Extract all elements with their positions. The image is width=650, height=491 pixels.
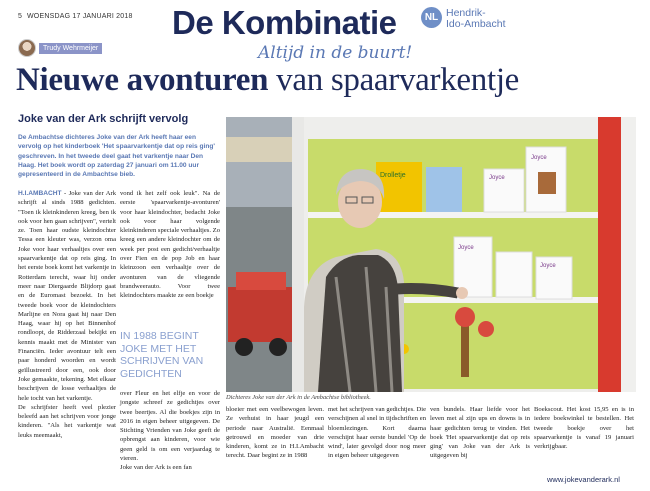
- author-avatar: [18, 39, 36, 57]
- book-cover: [426, 167, 462, 212]
- article-headline: [16, 62, 519, 99]
- book-cover: [496, 252, 532, 297]
- article-subhead: Joke van der Ark schrijft vervolg: [18, 113, 189, 125]
- region-line-2: Ido-Ambacht: [446, 18, 506, 30]
- bottom-column-4: Boekscout. Het kost 15,95 en is in iedere boekwinkel te bestellen. Het tweede boekje over het spaarvarkentje is vanaf 19 januari verkrijgbaar.: [534, 406, 634, 451]
- article-photo: [226, 117, 636, 392]
- issue-date: WOENSDAG 17 JANUARI 2018: [27, 13, 133, 20]
- author-byline: [18, 38, 102, 58]
- book-title-2: Joyce: [489, 175, 505, 181]
- book-title-5: Joyce: [540, 263, 556, 269]
- headline-rest: van spaarvarkentje: [276, 62, 520, 98]
- body-text-2b: over Fleur en het elfje en voor de jongste schreef ze gedichtjes over twee beertjes. Al die boekjes zijn in 2016 in eigen beheer uitgegeven. De Stichting Vrienden van Joke geeft de opbrengst aan kinderen, voor wie geen geld is om een verjaardag te vieren.: [120, 390, 220, 463]
- tagline: Altijd in de buurt!: [258, 43, 413, 63]
- photo-caption: Dichteres Joke van der Ark in de Ambachtse bibliotheek.: [226, 394, 371, 401]
- headline-bold: Nieuwe avonturen: [16, 62, 269, 98]
- bottom-column-2: met het schrijven van gedichtjes. Die verschijnen al snel in tijdschriften en bloemlezingen. Kort daarna verschijnt haar eerste bundel 'Op de wind', later gevolgd door nog meer in eigen beheer uitgegeven: [328, 406, 426, 460]
- body-text-1: - Joke van der Ark schrijft al sinds 1988 gedichten. "Toen ik kleinkinderen kreeg, ben ik ook voor hen gaan schrijven", vertelt ze. Toen haar oudste kleindochter Tessa een kleuter was, verzon oma Joke voor haar verhaaltjes over een spaarvarkentje dat op reis ging. In het eerste boek komt het varkentje in Rotterdam terecht, waar hij onder meer naar Diergaarde Blijdorp gaat en de Euromast bezoekt. In het tweede boek voor de kleindochters Marlijne en Nora gaat hij naar Den Haag, waar hij op het Binnenhof rondloopt, de Ridderzaal bekijkt en kennis maakt met de Minister van Financiën. Ieder avontuur telt een paar honderd woorden en wordt geïllustreerd door een, ook door Joke gemaakte, tekening. Met elkaar beschrijven de losse verhaaltjes de hele tocht van het varkentje.: [18, 190, 116, 402]
- website-link[interactable]: www.jokevanderark.nl: [547, 475, 620, 484]
- bottom-column-3: ven bundels. Haar liefde voor het leven met al zijn ups en downs is in haar gedichten terug te vinden. Het boek 'Het spaarvarkentje dat op reis ging' van Joke van der Ark is uitgegeven bij: [430, 406, 530, 460]
- bottom-column-1: bloeier met een veelbewogen leven. Ze verhuist in haar jeugd een periode naar Australië. Eenmaal getrouwd en moeder van drie kinderen, komt ze in H.I.Ambacht terecht. Daar begint ze in 1988: [226, 406, 324, 460]
- article-intro: De Ambachtse dichteres Joke van der Ark heeft haar een vervolg op het kinderboek 'Het spaarvarkentje dat op reis ging' geschreven. In het tweede deel gaat het varkentje naar Den Haag. Het boek wordt op zaterdag 27 januari om 11.00 uur gepresenteerd in de Ambachtse bieb.: [18, 134, 215, 179]
- dateline-place: H.I.AMBACHT: [18, 190, 62, 197]
- body-text-1b: De schrijfster heeft veel plezier beleefd aan het schrijven voor jonge kinderen. "Als het varkentje wat leuks meemaakt,: [18, 403, 116, 439]
- masthead-title: De Kombinatie: [172, 4, 397, 41]
- region-line-1: Hendrik-: [446, 7, 486, 19]
- author-name: Trudy Wehrmeijer: [39, 43, 102, 54]
- body-column-1: [18, 189, 116, 440]
- nl-logo-badge: NL: [421, 7, 442, 28]
- page-number: 5: [18, 13, 22, 20]
- book-title-1: Drolletje: [380, 172, 406, 179]
- body-column-2-continued: [120, 389, 220, 473]
- book-title-3: Joyce: [531, 155, 547, 161]
- region-name: [446, 8, 506, 30]
- pull-quote: IN 1988 BEGINT JOKE MET HET SCHRIJVEN VAN GEDICHTEN: [120, 330, 204, 380]
- body-text-2c: Joke van der Ark is een fan: [120, 464, 192, 472]
- book-title-4: Joyce: [458, 245, 474, 251]
- body-column-2: vond ik het zelf ook leuk". Na de eerste 'spaarvarkentje-avonturen' voor haar kleindochter, bedacht Joke ook voor haar volgende kleinkinderen speciale verhaaltjes. Zo kreeg een andere kleindochter om de week per post een gedicht/verhaaltje over Fien en de pop Job en haar kleinzoon een verhaaltje over de avonturen van de vliegende brandweerauto. Voor twee kleindochters maakte ze een boekje: [120, 190, 220, 300]
- photo-illustration: [226, 117, 636, 392]
